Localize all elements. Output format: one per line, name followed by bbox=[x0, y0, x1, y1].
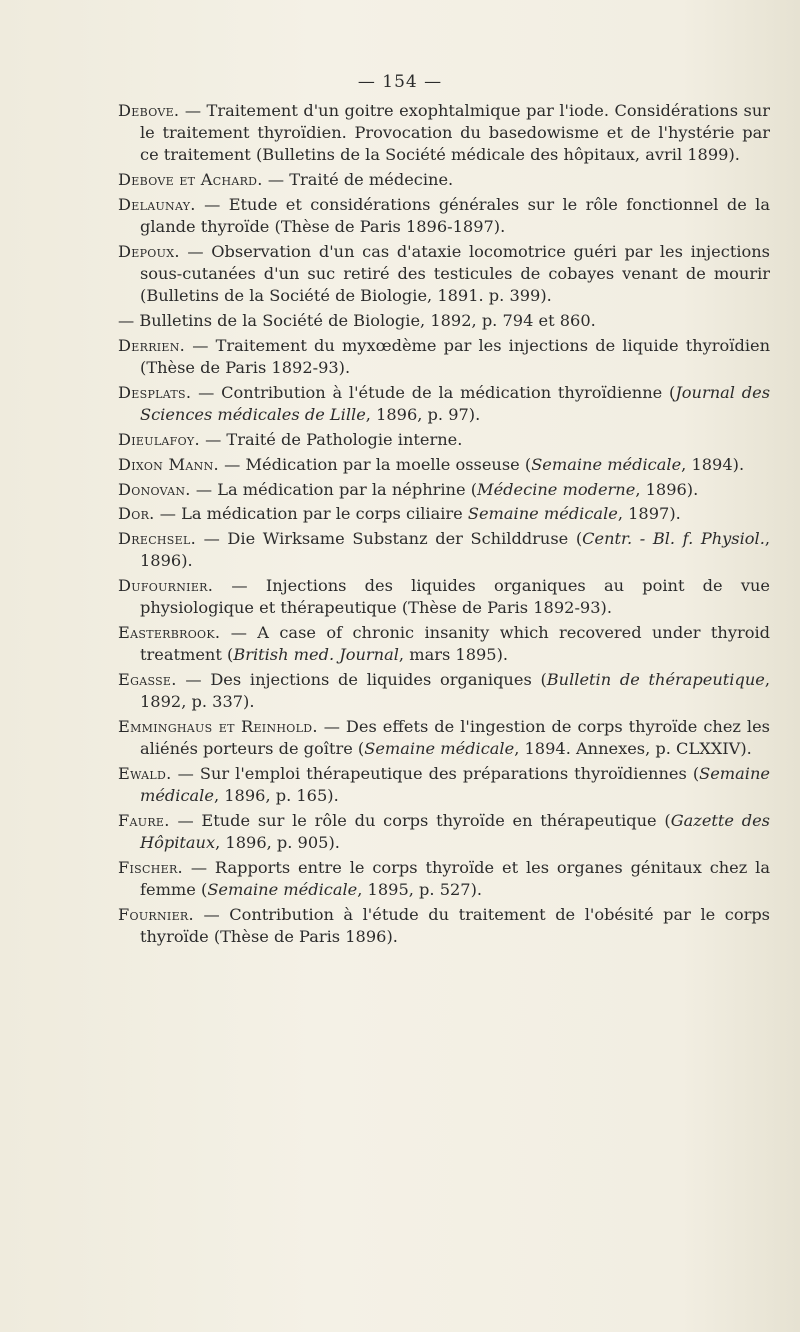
entry-text: — Etude sur le rôle du corps thyroïde en thérapeutique ( bbox=[169, 811, 671, 831]
entry-author: Dor. bbox=[118, 504, 155, 524]
entry-text: , 1896, p. 905). bbox=[215, 833, 340, 853]
entry-text: — La médication par le corps ciliaire bbox=[154, 504, 468, 524]
entry-author: Egasse. bbox=[118, 670, 177, 690]
entry-text: , 1895, p. 527). bbox=[357, 880, 483, 900]
bibliography-entry bbox=[118, 479, 770, 501]
entry-text: — Traité de médecine. bbox=[262, 170, 454, 190]
bibliography-entry bbox=[118, 810, 770, 854]
bibliography-entry bbox=[118, 575, 770, 619]
bibliography-entry bbox=[118, 528, 770, 572]
entry-text: — Sur l'emploi thérapeutique des préparations thyroïdiennes ( bbox=[171, 764, 700, 784]
entry-text: — Médication par la moelle osseuse ( bbox=[218, 454, 532, 474]
entry-text: — Die Wirksame Substanz der Schilddruse ( bbox=[196, 529, 583, 549]
entry-author: Drechsel. bbox=[118, 529, 197, 549]
entry-author: Desplats. bbox=[118, 383, 192, 402]
entry-text: — Des effets de l'ingestion de corps thyroïde chez les aliénés porteurs de goître ( bbox=[140, 717, 770, 759]
bibliography-entry bbox=[118, 169, 770, 191]
entry-text: — Rapports entre le corps thyroïde et les organes génitaux chez la femme ( bbox=[140, 858, 770, 900]
bibliography-entry bbox=[118, 194, 770, 238]
entry-text: — Injections des liquides organiques au point de vue physiologique et thérapeutique (Thèse de Paris 1892-93). bbox=[140, 576, 770, 618]
entry-text: — La médication par la néphrine ( bbox=[190, 479, 478, 499]
entry-author: Fischer. bbox=[118, 858, 183, 878]
entry-author: Emminghaus et Reinhold. bbox=[118, 717, 318, 737]
entry-source-title: British med. Journal bbox=[233, 645, 399, 665]
entry-text: , 1896). bbox=[635, 479, 699, 499]
bibliography-entry bbox=[118, 100, 770, 167]
entry-text: — A case of chronic insanity which recovered under thyroid treatment ( bbox=[140, 623, 770, 665]
bibliography-entry bbox=[118, 904, 770, 948]
entry-text: , 1897). bbox=[617, 504, 681, 524]
page-number: — 154 — bbox=[357, 72, 443, 92]
bibliography-entry bbox=[118, 382, 770, 426]
entry-source-title: Médecine moderne bbox=[477, 479, 636, 499]
entry-text: , 1892, p. 337). bbox=[140, 670, 770, 712]
entry-author: Dixon Mann. bbox=[118, 454, 219, 474]
bibliography-entry bbox=[118, 716, 770, 760]
entry-author: Delaunay. bbox=[118, 195, 196, 214]
entry-source-title: Gazette des Hôpitaux bbox=[140, 811, 770, 853]
entry-text: , 1894). bbox=[681, 454, 745, 474]
entry-source-title: Centr. - Bl. f. Physiol. bbox=[582, 529, 765, 549]
entry-source-title: Semaine médicale bbox=[467, 504, 618, 524]
bibliography-list bbox=[118, 100, 770, 951]
entry-author: Derrien. bbox=[118, 336, 186, 355]
entry-source-title: Journal des Sciences médicales de Lille bbox=[140, 383, 770, 425]
entry-text: , 1894. Annexes, p. CLXXIV). bbox=[514, 739, 752, 759]
entry-text: — Des injections de liquides organiques ( bbox=[176, 670, 547, 690]
entry-author: Fournier. bbox=[118, 905, 194, 925]
bibliography-entry bbox=[118, 857, 770, 901]
entry-text: , mars 1895). bbox=[398, 645, 509, 665]
bibliography-entry bbox=[118, 454, 770, 476]
entry-author: Faure. bbox=[118, 811, 170, 831]
entry-text: — Etude et considérations générales sur le rôle fonctionnel de la glande thyroïde (Thèse de Paris 1896-1897). bbox=[140, 195, 770, 237]
bibliography-entry bbox=[118, 669, 770, 713]
entry-author: Dufournier. bbox=[118, 576, 214, 596]
entry-author: Debove. bbox=[118, 101, 180, 120]
entry-source-title: Semaine médicale bbox=[531, 454, 682, 474]
entry-text: , 1896, p. 165). bbox=[213, 786, 339, 806]
bibliography-entry bbox=[118, 763, 770, 807]
entry-author: Depoux. bbox=[118, 242, 180, 261]
entry-text: — Bulletins de la Société de Biologie, 1892, p. 794 et 860. bbox=[118, 311, 596, 331]
bibliography-entry bbox=[118, 429, 770, 451]
entry-source-title: Bulletin de thérapeutique bbox=[546, 670, 765, 690]
entry-author: Ewald. bbox=[118, 764, 172, 784]
bibliography-entry bbox=[118, 622, 770, 666]
entry-text: — Observation d'un cas d'ataxie locomotrice guéri par les injections sous-cutanées d'un suc retiré des testicules de cobayes venant de mourir (Bulletins de la Société de Biologie, 1891. p. 399). bbox=[140, 242, 770, 306]
bibliography-entry bbox=[118, 335, 770, 379]
entry-source-title: Semaine médicale bbox=[140, 764, 770, 806]
entry-author: Debove et Achard. bbox=[118, 170, 263, 190]
entry-text: — Traité de Pathologie interne. bbox=[199, 430, 463, 449]
entry-author: Dieulafoy. bbox=[118, 430, 200, 449]
entry-source-title: Semaine médicale bbox=[364, 739, 515, 759]
bibliography-entry bbox=[118, 241, 770, 308]
entry-text: — Traitement d'un goitre exophtalmique par l'iode. Considérations sur le traitement thyroïdien. Provocation du basedowisme et de l'hystérie par ce traitement (Bulletins de la Société médicale des hôpitaux, avril 1899). bbox=[140, 101, 770, 165]
entry-text: , 1896). bbox=[140, 529, 770, 571]
entry-text: — Contribution à l'étude de la médication thyroïdienne ( bbox=[191, 383, 676, 402]
entry-source-title: Semaine médicale bbox=[207, 880, 358, 900]
entry-author: Easterbrook. bbox=[118, 623, 221, 643]
bibliography-entry bbox=[118, 503, 770, 525]
entry-text: — Traitement du myxœdème par les injections de liquide thyroïdien (Thèse de Paris 1892-93). bbox=[140, 336, 770, 378]
entry-text: , 1896, p. 97). bbox=[365, 405, 481, 425]
entry-author: Donovan. bbox=[118, 479, 191, 499]
entry-text: — Contribution à l'étude du traitement de l'obésité par le corps thyroïde (Thèse de Paris 1896). bbox=[140, 905, 770, 947]
bibliography-entry bbox=[118, 310, 770, 332]
